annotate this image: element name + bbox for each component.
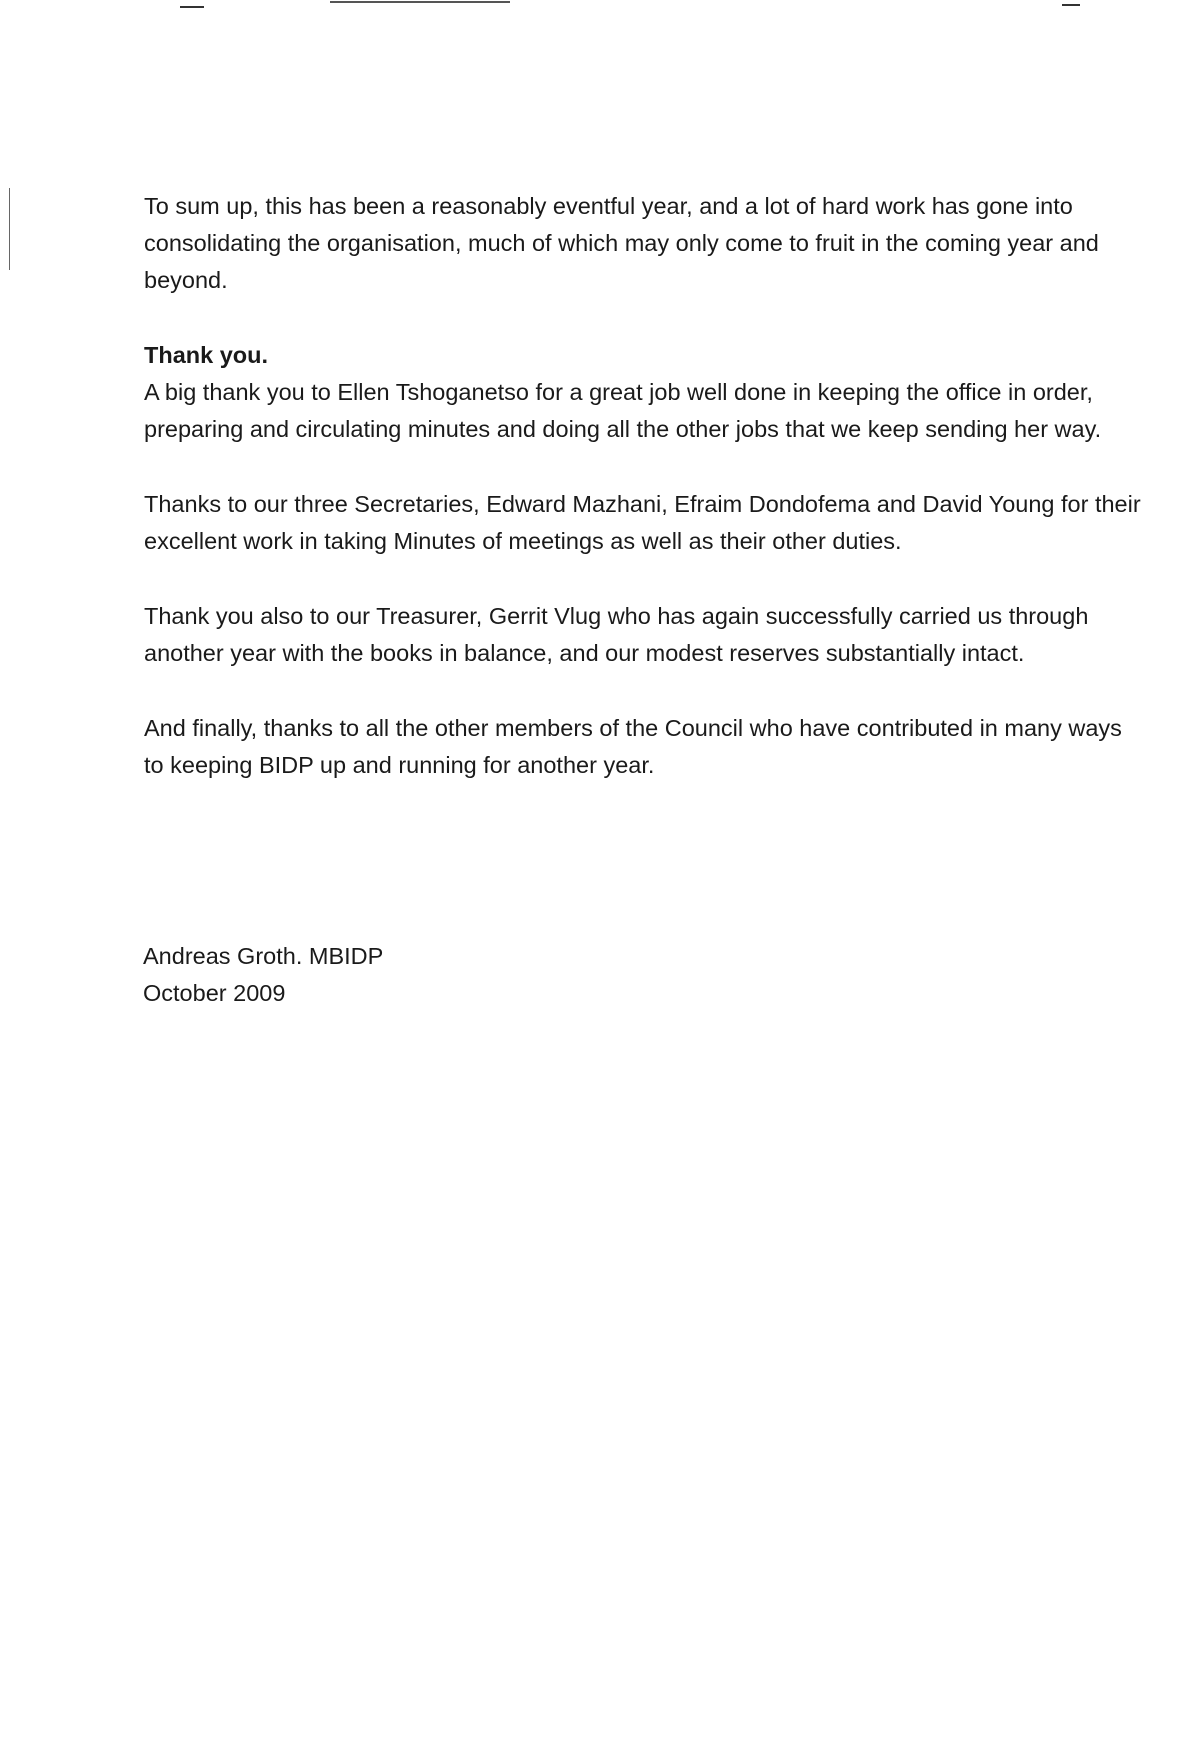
signature-date: October 2009 <box>143 980 286 1006</box>
thank-you-heading: Thank you. <box>144 342 269 368</box>
thanks-council-paragraph: And finally, thanks to all the other members of the Council who have contributed in many ways to keeping BIDP up and running for another year. <box>144 715 1122 778</box>
scan-edge-line <box>9 188 10 270</box>
thanks-secretaries-paragraph: Thanks to our three Secretaries, Edward Mazhani, Efraim Dondofema and David Young for their excellent work in taking Minutes of meetings as well as their other duties. <box>144 491 1141 554</box>
summary-paragraph: To sum up, this has been a reasonably eventful year, and a lot of hard work has gone into consolidating the organisation, much of which may only come to fruit in the coming year and beyond. <box>144 193 1099 293</box>
scan-artifact-line <box>330 1 510 3</box>
thanks-office-paragraph: A big thank you to Ellen Tshoganetso for a great job well done in keeping the office in order, preparing and circulating minutes and doing all the other jobs that we keep sending her way. <box>144 379 1102 442</box>
signature-block <box>143 938 383 1012</box>
signature-name: Andreas Groth. MBIDP <box>143 943 384 969</box>
scan-artifact-mark <box>1062 4 1080 6</box>
letter-body <box>144 188 1144 822</box>
thanks-treasurer-paragraph: Thank you also to our Treasurer, Gerrit Vlug who has again successfully carried us through another year with the books in balance, and our modest reserves substantially intact. <box>144 603 1089 666</box>
scan-artifact-mark <box>180 6 204 8</box>
